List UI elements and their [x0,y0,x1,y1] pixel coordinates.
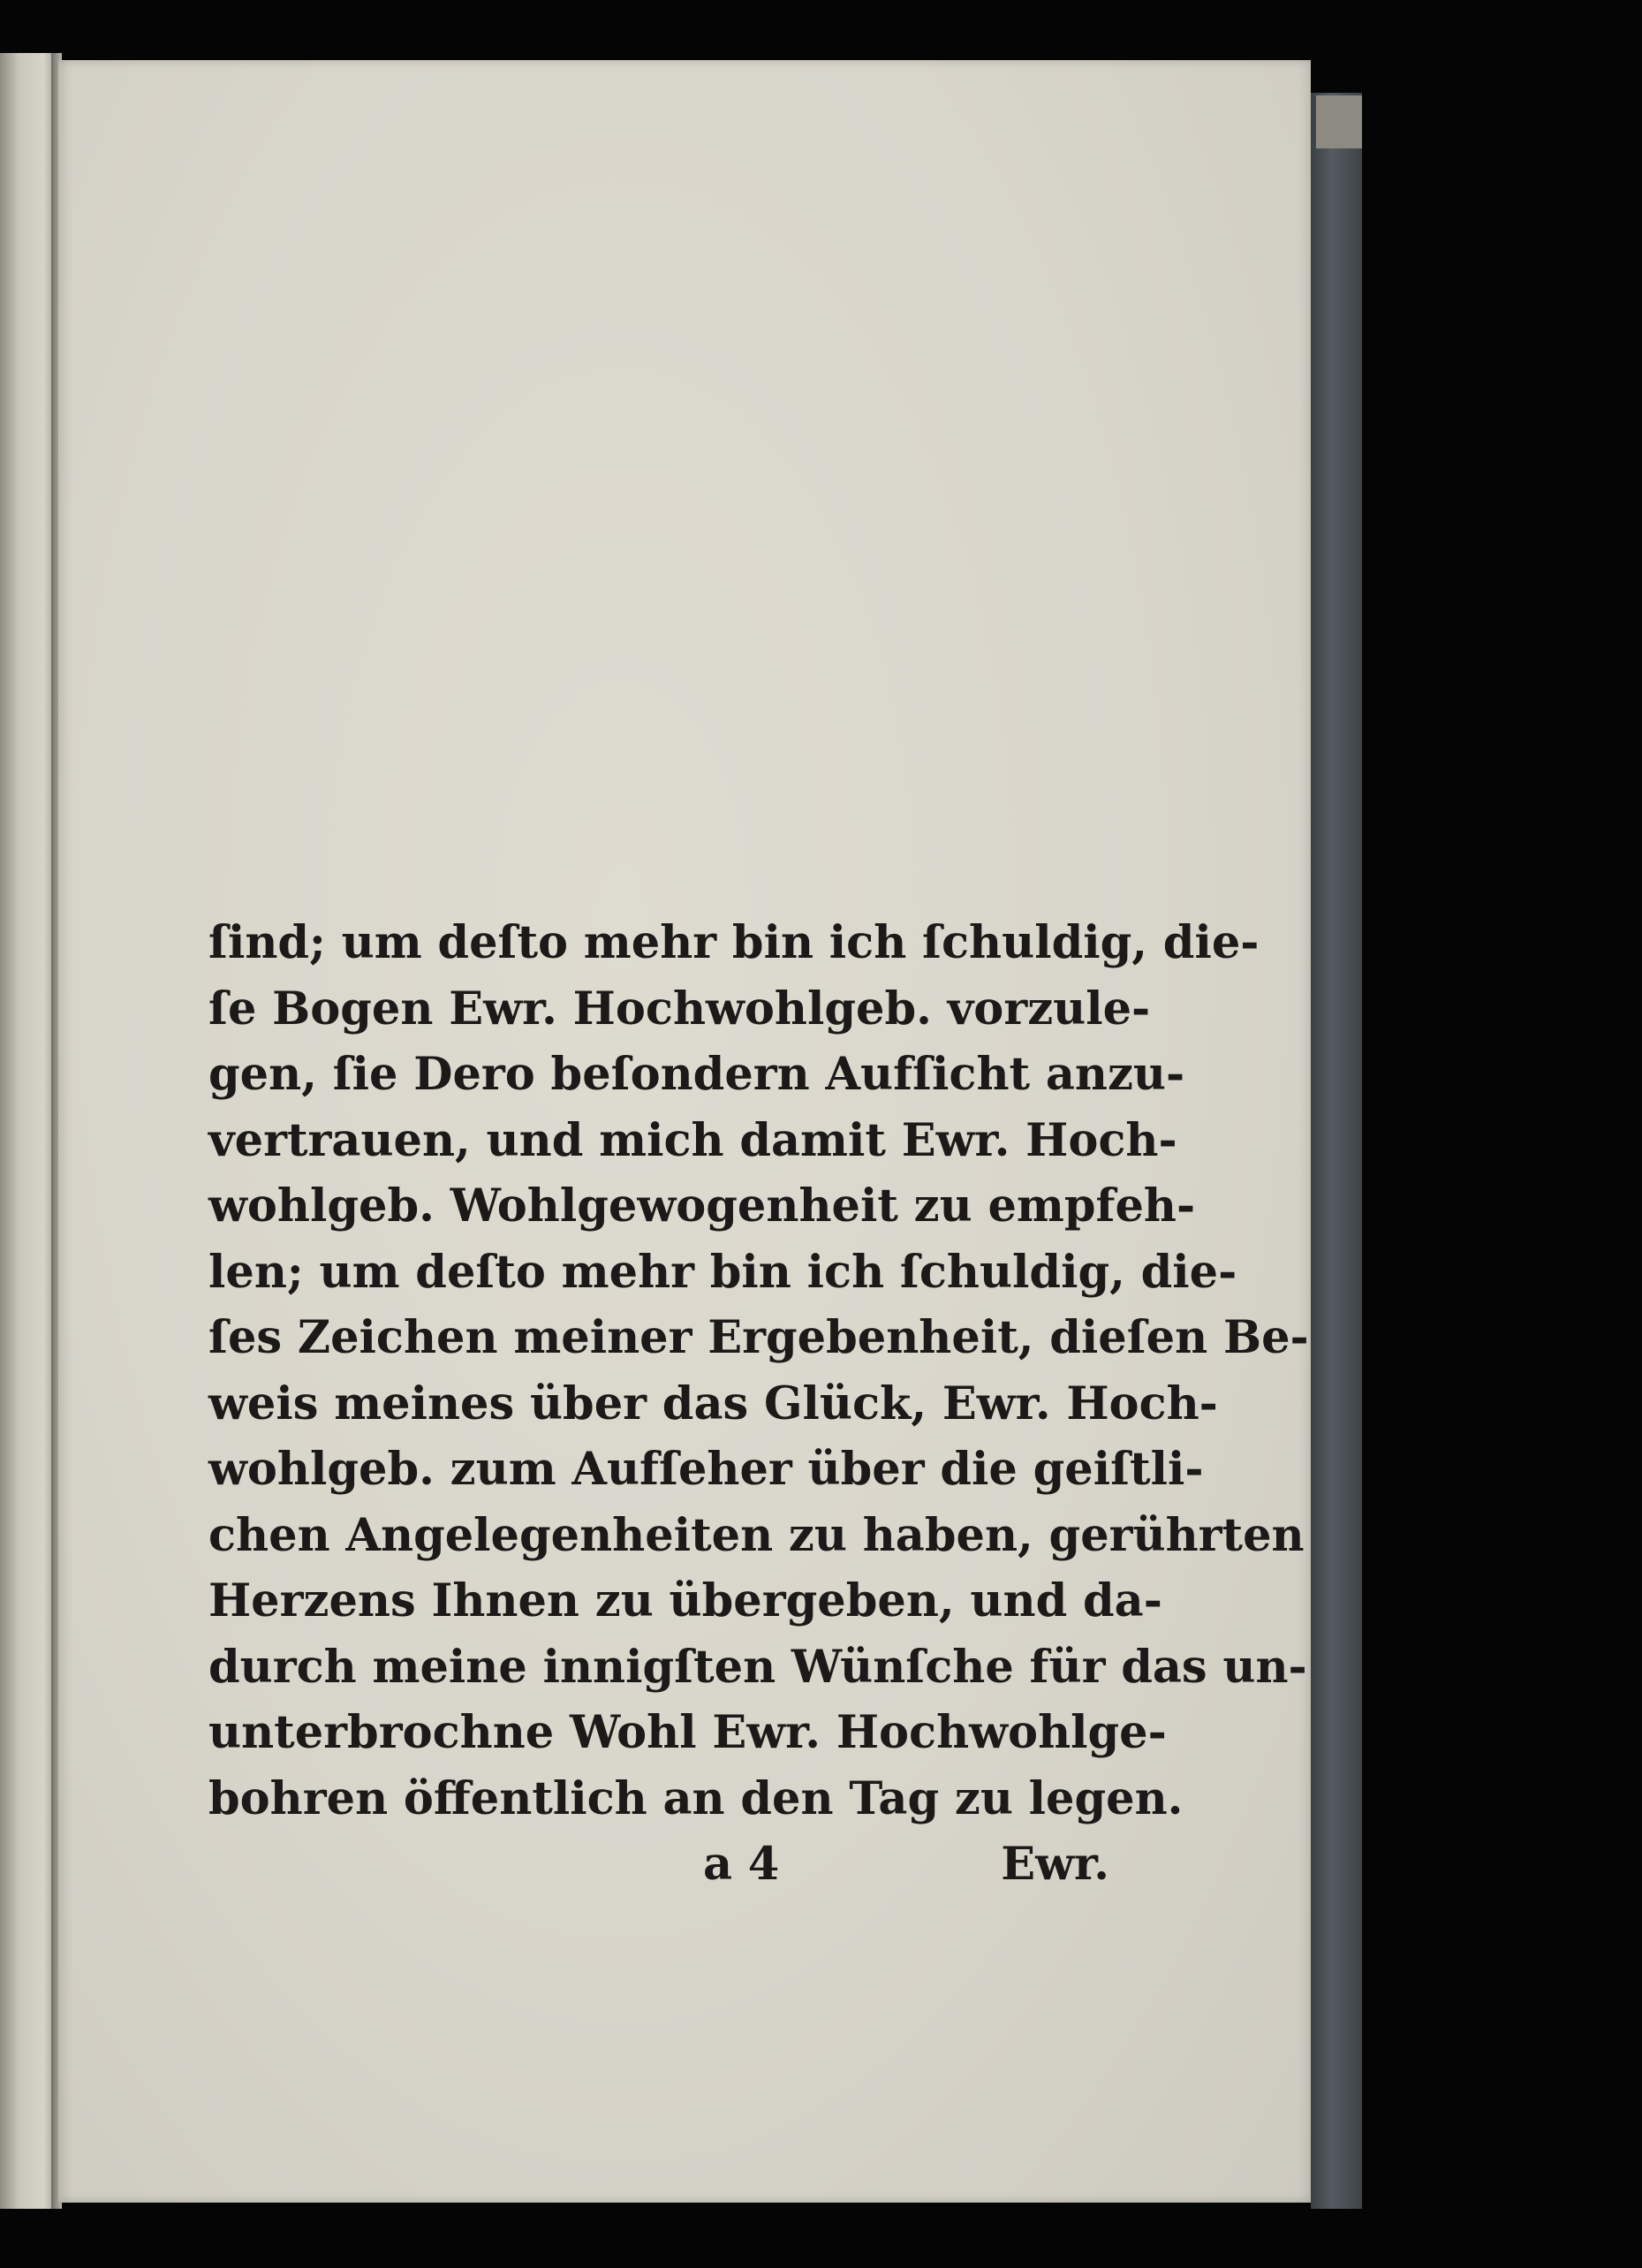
cover-board-corner [1316,95,1362,148]
page-footer [208,1838,1109,1900]
text-line: weis meines über das Glück, Ewr. Hoch- [208,1377,1218,1430]
text-line: durch meine innigſten Wünſche für das un- [208,1640,1307,1694]
catchword: Ewr. [1001,1838,1109,1891]
text-line: unterbrochne Wohl Ewr. Hochwohlge- [208,1706,1167,1759]
body-text [208,910,1309,1832]
text-line: bohren öffentlich an den Tag zu legen. [208,1771,1184,1825]
signature-mark: a 4 [703,1838,780,1891]
text-line: ſes Zeichen meiner Ergebenheit, dieſen Be- [208,1311,1309,1364]
text-line: Herzens Ihnen zu übergeben, und da- [208,1574,1162,1627]
text-line: gen, ſie Dero beſondern Aufſicht anzu- [208,1048,1185,1101]
text-line: ſe Bogen Ewr. Hochwohlgeb. vorzule- [208,982,1151,1035]
text-line: ſind; um deſto mehr bin ich ſchuldig, die- [208,916,1260,969]
text-line: vertrauen, und mich damit Ewr. Hoch- [208,1113,1177,1167]
text-line: len; um deſto mehr bin ich ſchuldig, die- [208,1245,1237,1299]
text-line: chen Angelegenheiten zu haben, gerührten [208,1508,1305,1562]
previous-page-edge [0,53,55,2209]
book-cover-board [1311,93,1362,2209]
text-line: wohlgeb. zum Aufſeher über die geiſtli- [208,1443,1204,1496]
text-line: wohlgeb. Wohlgewogenheit zu empfeh- [208,1180,1196,1233]
